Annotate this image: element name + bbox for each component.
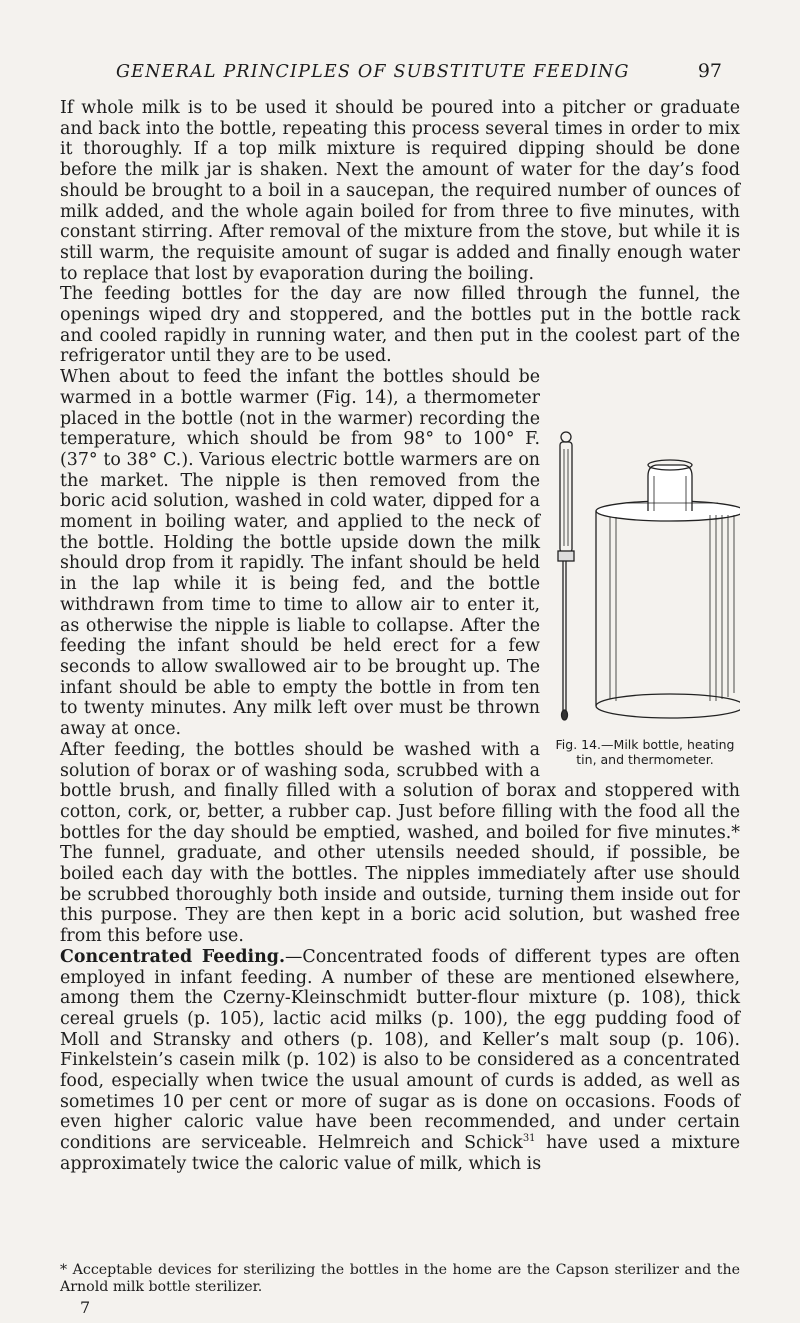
running-header — [116, 60, 722, 82]
running-title: GENERAL PRINCIPLES OF SUBSTITUTE FEEDING — [116, 62, 630, 82]
page-number: 97 — [697, 60, 722, 82]
milk-bottle-heating-tin-illustration — [550, 431, 740, 731]
paragraph-1: If whole milk is to be used it should be poured into a pitcher or graduate and back into the bottle, repeating this process several times in order to mix it thoroughly. If a top milk mixture is required dipping should be done before the milk jar is shaken. Next the amount of water for the day’s food should be brought to a boil in a saucepan, the required number of ounces of milk added, and the whole again boiled for from three to five minutes, with constant stirring. After removal of the mixture from the stove, but while it is still warm, the requisite amount of sugar is added and finally enough water to replace that lost by evaporation during the boiling. — [60, 98, 740, 284]
paragraph-3: When about to feed the infant the bottles should be warmed in a bottle warmer (Fig. 14), a thermometer placed in the bottle (not in the warmer) recording the temperature, which should be from 98° to 100° F. (37° to 38° C.). Various electric bottle warmers are on the market. The nipple is then removed from the boric acid solution, washed in cold water, dipped for a moment in boiling water, and applied to the neck of the bottle. Holding the bottle upside down the milk should drop from it rapidly. The infant should be held in the lap while it is being fed, and the bottle withdrawn from time to time to allow air to enter it, as otherwise the nipple is liable to collapse. After the feeding the infant should be held erect for a few seconds to allow swallowed air to be brought up. The infant should be able to empty the bottle in from ten to twenty minutes. Any milk left over must be thrown away at once. — [60, 367, 540, 740]
paragraph-5 — [60, 947, 740, 1175]
thermometer-drawing — [558, 432, 574, 720]
paragraph-5-text: —Concentrated foods of different types are often employed in infant feeding. A number of these are mentioned elsewhere, among them the Czerny-Kleinschmidt butter-flour mixture (p. 108), thick cereal gruels (p. 105), lactic acid milks (p. 100), the egg pudding food of Moll and Stransky and others (p. 108), and Keller’s malt soup (p. 106). Finkelstein’s casein milk (p. 102) is also to be considered as a concentrated food, especially when twice the usual amount of curds is added, as well as sometimes 10 per cent or more of sugar as is done on occasions. Foods of even higher caloric value have been recommended, and under certain conditions are serviceable. Helmreich and Schick — [60, 946, 740, 1154]
reference-superscript: 31 — [522, 1133, 536, 1145]
section-heading-concentrated-feeding: Concentrated Feeding. — [60, 946, 285, 967]
figure-14 — [550, 431, 740, 767]
footnote: * Acceptable devices for sterilizing the bottles in the home are the Capson sterilizer and the Arnold milk bottle sterilizer. — [60, 1262, 740, 1295]
signature-mark: 7 — [80, 1298, 91, 1317]
heating-tin-drawing — [596, 460, 740, 718]
paragraph-4: After feeding, the bottles should be washed with a solution of borax or of washing soda, scrubbed with a bottle brush, and finally filled with a solution of borax and stoppered with cotton, cork, or, better, a rubber cap. Just before filling with the food all the bottles for the day should be emptied, washed, and boiled for five minutes.* The funnel, graduate, and other utensils needed should, if possible, be boiled each day with the bottles. The nipples immediately after use should be scrubbed thoroughly both inside and outside, turning them inside out for this purpose. They are then kept in a boric acid solution, but washed free from this before use. — [60, 739, 740, 947]
paragraph-5-tail: have used a mixture approximately twice the caloric value of milk, which is — [60, 1133, 740, 1174]
paragraph-2: The feeding bottles for the day are now filled through the funnel, the openings wiped dry and stoppered, and the bottles put in the bottle rack and cooled rapidly in running water, and then put in the coolest part of the refrigerator until they are to be used. — [60, 284, 740, 367]
body-text — [60, 98, 740, 1175]
figure-caption: Fig. 14.—Milk bottle, heating tin, and thermometer. — [555, 737, 735, 768]
